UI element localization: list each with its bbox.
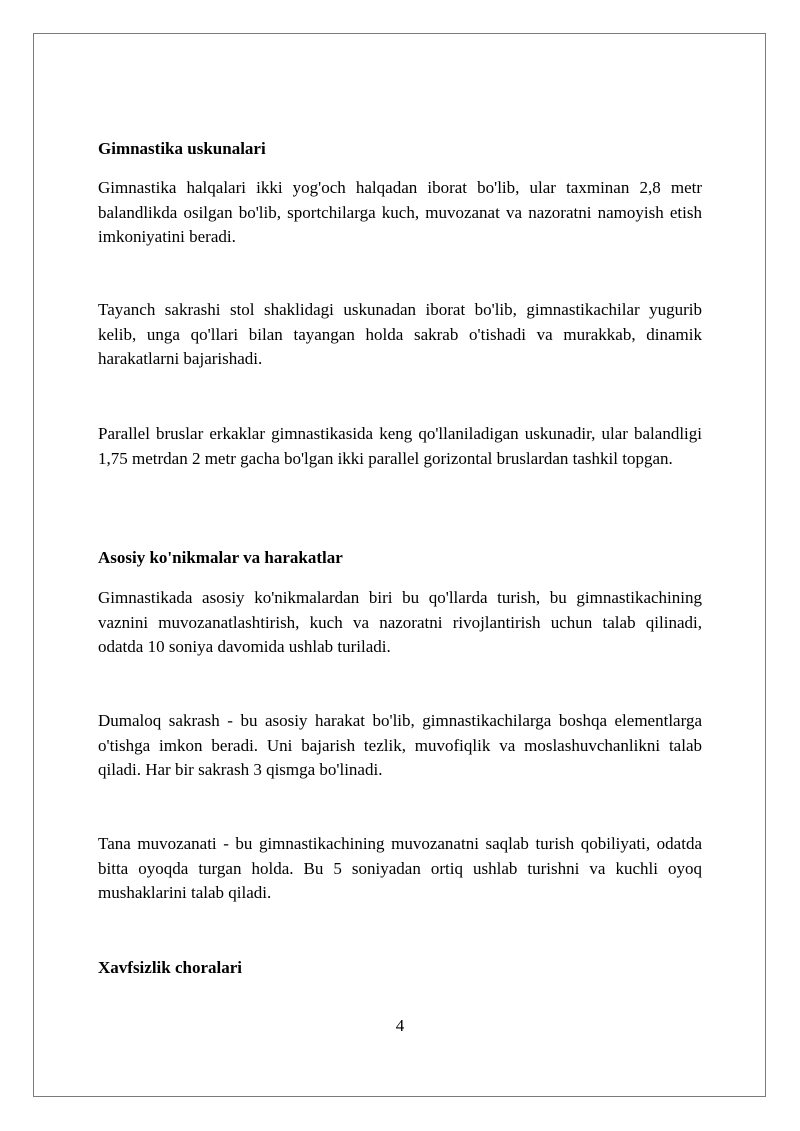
section-heading-skills: Asosiy ko'nikmalar va harakatlar: [98, 548, 343, 567]
section-heading-safety: Xavfsizlik choralari: [98, 958, 243, 977]
paragraph-round-off: Dumaloq sakrash - bu asosiy harakat bo'lib, gimnastikachilarga boshqa elementlarga o'tishga imkon beradi. Uni bajarish tezlik, muvofiqlik va moslashuvchanlikni talab qiladi. Har bir sakrash 3 qismga bo'linadi.: [98, 711, 702, 779]
paragraph-rings: Gimnastika halqalari ikki yog'och halqadan iborat bo'lib, ular taxminan 2,8 metr balandlikda osilgan bo'lib, sportchilarga kuch, muvozanat va nazoratni namoyish etish imkoniyatini beradi.: [98, 178, 702, 246]
paragraph-handstand: Gimnastikada asosiy ko'nikmalardan biri bu qo'llarda turish, bu gimnastikachining vaznini muvozanatlashtirish, kuch va nazoratni rivojlantirish uchun talab qilinadi, odatda 10 soniya davomida ushlab turiladi.: [98, 588, 702, 656]
page-number: 4: [395, 1016, 405, 1035]
section-heading-equipment: Gimnastika uskunalari: [98, 139, 266, 158]
paragraph-balance: Tana muvozanati - bu gimnastikachining muvozanatni saqlab turish qobiliyati, odatda bitta oyoqda turgan holda. Bu 5 soniyadan ortiq ushlab turishni va kuchli oyoq mushaklarini talab qiladi.: [98, 834, 702, 902]
paragraph-parallel-bars: Parallel bruslar erkaklar gimnastikasida keng qo'llaniladigan uskunadir, ular balandligi 1,75 metrdan 2 metr gacha bo'lgan ikki parallel gorizontal bruslardan tashkil topgan.: [98, 424, 702, 468]
paragraph-vault: Tayanch sakrashi stol shaklidagi uskunadan iborat bo'lib, gimnastikachilar yugurib kelib, unga qo'llari bilan tayangan holda sakrab o'tishadi va murakkab, dinamik harakatlarni bajarishadi.: [98, 300, 702, 368]
